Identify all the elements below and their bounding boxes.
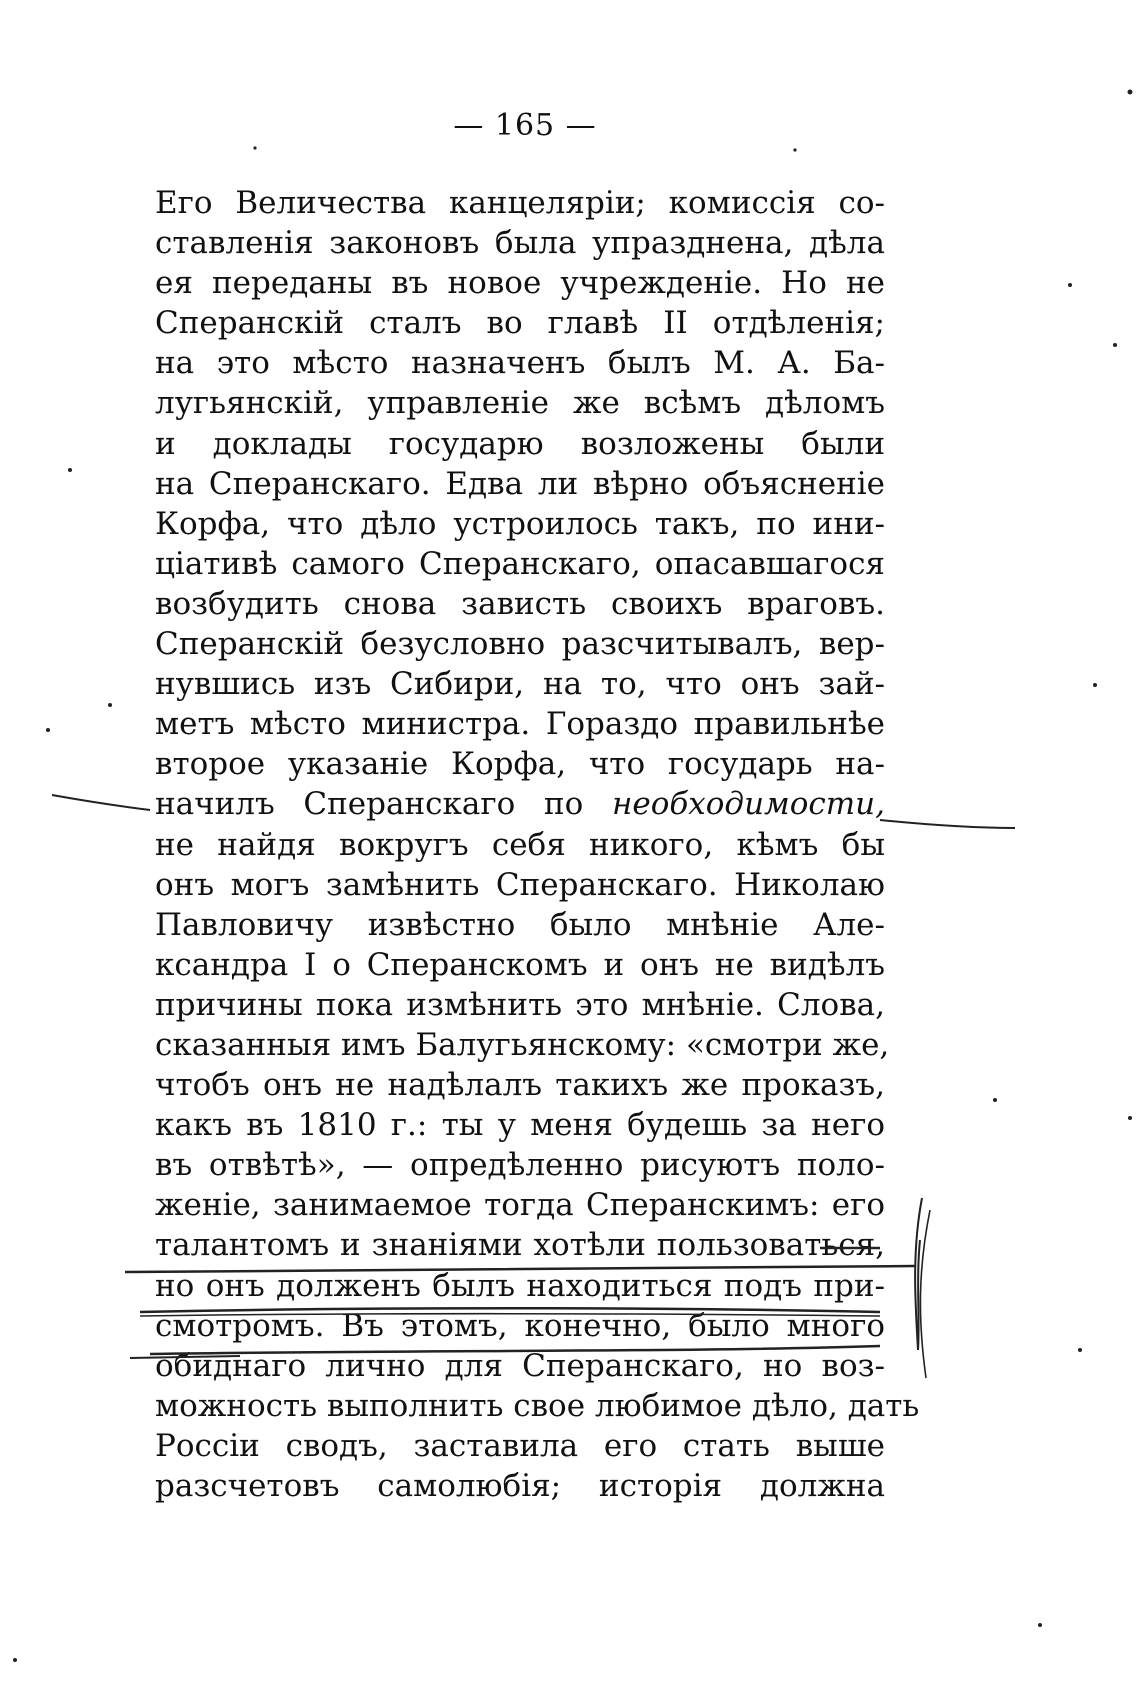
paper-speck <box>68 468 72 472</box>
text-line: ціативѣ самого Сперанскаго, опасавшагося <box>155 545 885 582</box>
italic-word: необходимости, <box>611 786 885 823</box>
text-line: чтобъ онъ не надѣлалъ такихъ же проказъ, <box>155 1067 885 1104</box>
text-line: въ отвѣтѣ», — опредѣленно рисуютъ поло- <box>155 1147 885 1184</box>
page-number: — 165 — <box>453 108 597 143</box>
text-line: Корфа, что дѣло устроилось такъ, по ини- <box>155 505 885 542</box>
paper-speck <box>108 703 112 707</box>
margin-pencil-stroke-left <box>52 795 150 810</box>
text-line: возбудить снова зависть своихъ враговъ. <box>155 585 885 622</box>
paper-speck <box>1068 283 1072 287</box>
text-line: смотромъ. Въ этомъ, конечно, было много <box>155 1307 885 1344</box>
text-line: женіе, занимаемое тогда Сперанскимъ: его <box>155 1187 885 1224</box>
text-line: разсчетовъ самолюбія; исторія должна <box>155 1468 885 1504</box>
text-line: но онъ долженъ былъ находиться подъ при- <box>155 1267 885 1304</box>
text-line: на это мѣсто назначенъ былъ М. А. Ба- <box>155 345 885 382</box>
text-line: обиднаго лично для Сперанскаго, но воз- <box>155 1347 885 1384</box>
text-line: Сперанскій безусловно разсчитывалъ, вер- <box>155 626 885 663</box>
paper-speck <box>1128 1116 1132 1120</box>
paper-speck <box>1078 1348 1082 1352</box>
paper-speck <box>1128 90 1133 95</box>
text-line: на Сперанскаго. Едва ли вѣрно объясненіе <box>155 465 885 502</box>
text-line: сказанныя имъ Балугьянскому: «смотри же, <box>155 1026 890 1063</box>
text-line: лугьянскій, управленіе же всѣмъ дѣломъ <box>155 385 885 422</box>
body-text <box>155 183 920 1506</box>
text-line: второе указаніе Корфа, что государь на- <box>155 746 885 783</box>
text-line: Россіи сводъ, заставила его стать выше <box>155 1427 885 1464</box>
text-line: ея переданы въ новое учрежденіе. Но не <box>155 265 885 302</box>
margin-bracket <box>920 1210 930 1378</box>
paper-speck <box>1038 1623 1042 1627</box>
text-line: талантомъ и знаніями хотѣли пользоваться, <box>155 1227 885 1264</box>
text-line: Сперанскій сталъ во главѣ II отдѣленія; <box>155 305 885 342</box>
paper-speck <box>13 1658 17 1662</box>
text-line: начилъ Сперанскаго по необходимости, <box>155 786 885 823</box>
paper-speck <box>793 148 796 151</box>
paper-speck <box>1113 343 1117 347</box>
margin-pencil-stroke-right <box>880 820 1015 828</box>
text-line: ксандра I о Сперанскомъ и онъ не видѣлъ <box>155 946 885 983</box>
text-line: какъ въ 1810 г.: ты у меня будешь за него <box>155 1107 885 1144</box>
text-line: онъ могъ замѣнить Сперанскаго. Николаю <box>155 866 885 903</box>
text-line: причины пока измѣнить это мнѣніе. Слова, <box>155 986 885 1023</box>
paper-speck <box>46 728 50 732</box>
text-line: нувшись изъ Сибири, на то, что онъ зай- <box>155 666 885 703</box>
paper-speck <box>253 146 256 149</box>
paper-speck <box>993 1098 997 1102</box>
text-line: Его Величества канцеляріи; комиссія со- <box>155 185 885 221</box>
paper-speck <box>1093 683 1097 687</box>
text-line: можность выполнить свое любимое дѣло, дать <box>155 1387 920 1424</box>
text-line: ставленія законовъ была упразднена, дѣла <box>155 225 885 262</box>
text-line: метъ мѣсто министра. Гораздо правильнѣе <box>155 706 885 743</box>
text-line: не найдя вокругъ себя никого, кѣмъ бы <box>155 826 885 863</box>
text-line: и доклады государю возложены были <box>155 425 885 462</box>
text-line: Павловичу извѣстно было мнѣніе Але- <box>155 906 885 943</box>
margin-bracket <box>915 1198 922 1350</box>
